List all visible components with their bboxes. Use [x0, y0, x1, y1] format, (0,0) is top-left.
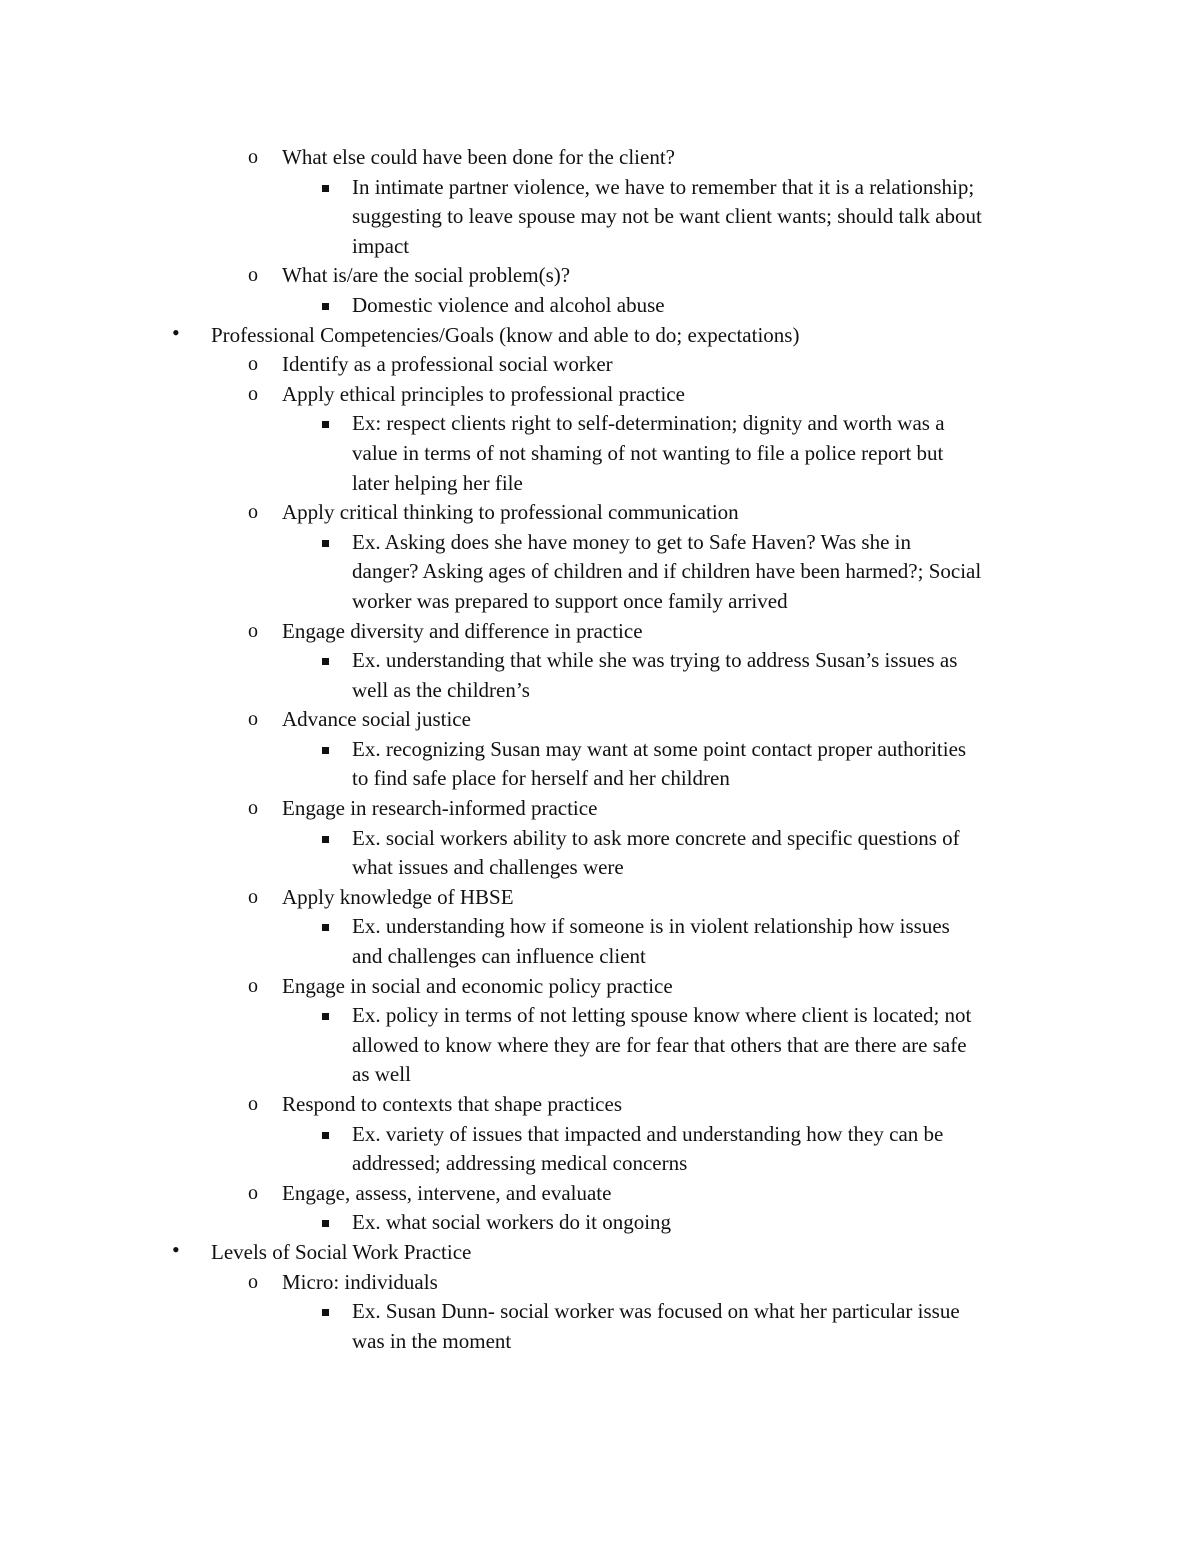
circle-bullet-marker: o	[248, 708, 258, 731]
circle-bullet-marker: o	[248, 619, 258, 642]
outline-text: Ex. understanding that while she was trying to address Susan’s issues as	[352, 648, 958, 673]
outline-item-level2	[0, 1179, 1200, 1209]
outline-item-level3	[0, 439, 1200, 469]
circle-bullet-marker: o	[248, 501, 258, 524]
outline-text: What else could have been done for the client?	[282, 145, 675, 169]
outline-text: addressed; addressing medical concerns	[352, 1151, 688, 1176]
outline-text: Ex. social workers ability to ask more concrete and specific questions of	[352, 825, 960, 850]
outline-item-level2	[0, 972, 1200, 1002]
outline-text: Respond to contexts that shape practices	[282, 1092, 622, 1116]
outline-item-level3	[0, 587, 1200, 617]
outline-text: Engage diversity and difference in practice	[282, 618, 643, 643]
outline-item-level3	[0, 557, 1200, 587]
square-bullet-icon	[322, 836, 329, 843]
outline-text: impact	[352, 233, 410, 258]
outline-item-level2	[0, 883, 1200, 913]
outline-item-level3	[0, 1149, 1200, 1179]
outline-text: Professional Competencies/Goals (know and able to do; expectations)	[211, 322, 800, 347]
outline-text: later helping her file	[352, 470, 523, 495]
outline-text: Ex. what social workers do it ongoing	[352, 1210, 672, 1235]
outline-item-level3	[0, 676, 1200, 706]
circle-bullet-marker: o	[248, 1270, 258, 1293]
circle-bullet-marker: o	[248, 797, 258, 820]
outline-text: Ex: respect clients right to self-determination; dignity and worth was a	[352, 411, 945, 436]
outline-item-level3	[0, 291, 1200, 321]
outline-item-level3	[0, 912, 1200, 942]
square-bullet-icon	[322, 1220, 329, 1227]
outline-text: was in the moment	[352, 1328, 512, 1353]
outline-item-level3	[0, 409, 1200, 439]
outline-text: Engage in research-informed practice	[282, 796, 598, 821]
circle-bullet-marker: o	[248, 264, 258, 287]
outline-text: Domestic violence and alcohol abuse	[352, 292, 665, 317]
outline-text: to find safe place for herself and her children	[352, 766, 730, 791]
outline-item-level2	[0, 705, 1200, 735]
circle-bullet-marker: o	[248, 885, 258, 908]
circle-bullet-marker: o	[248, 382, 258, 405]
circle-bullet-marker: o	[248, 1093, 258, 1115]
outline-text: Apply ethical principles to professional practice	[282, 381, 685, 406]
outline-text: allowed to know where they are for fear that others that are there are safe	[352, 1032, 967, 1057]
outline-item-level2	[0, 794, 1200, 824]
square-bullet-icon	[322, 658, 329, 665]
outline-item-level3	[0, 853, 1200, 883]
outline-item-level3	[0, 469, 1200, 499]
outline-text: Engage in social and economic policy practice	[282, 973, 673, 998]
outline-list	[0, 143, 1200, 1356]
outline-item-level2	[0, 498, 1200, 528]
outline-text: Ex. recognizing Susan may want at some point contact proper authorities	[352, 736, 967, 761]
outline-text: suggesting to leave spouse may not be want client wants; should talk about	[352, 204, 982, 229]
outline-item-level3	[0, 1327, 1200, 1357]
outline-item-level3	[0, 1060, 1200, 1090]
outline-text: value in terms of not shaming of not wanting to file a police report but	[352, 440, 944, 465]
outline-text: Ex. policy in terms of not letting spouse know where client is located; not	[352, 1003, 972, 1028]
outline-text: Advance social justice	[282, 707, 471, 732]
outline-text: danger? Asking ages of children and if children have been harmed?; Social	[352, 559, 982, 584]
square-bullet-icon	[322, 303, 329, 310]
outline-text: What is/are the social problem(s)?	[282, 263, 571, 288]
outline-text: Engage, assess, intervene, and evaluate	[282, 1180, 612, 1205]
outline-text: Apply knowledge of HBSE	[282, 884, 514, 909]
outline-text: well as the children’s	[352, 677, 530, 702]
outline-text: Micro: individuals	[282, 1269, 438, 1294]
square-bullet-icon	[322, 1132, 329, 1139]
outline-item-level1	[0, 321, 1200, 351]
outline-item-level3	[0, 202, 1200, 232]
outline-item-level3	[0, 764, 1200, 794]
outline-item-level2	[0, 143, 1200, 173]
outline-item-level1	[0, 1238, 1200, 1268]
outline-item-level2	[0, 617, 1200, 647]
outline-text: In intimate partner violence, we have to remember that it is a relationship;	[352, 174, 975, 199]
square-bullet-icon	[322, 185, 329, 192]
outline-text: Ex. variety of issues that impacted and understanding how they can be	[352, 1121, 944, 1146]
outline-item-level3	[0, 528, 1200, 558]
outline-item-level3	[0, 1031, 1200, 1061]
square-bullet-icon	[322, 1013, 329, 1020]
dot-bullet-marker: •	[172, 319, 180, 345]
outline-text: Ex. Asking does she have money to get to Safe Haven? Was she in	[352, 529, 911, 554]
square-bullet-icon	[322, 924, 329, 931]
outline-item-level3	[0, 1208, 1200, 1238]
outline-item-level2	[0, 350, 1200, 380]
outline-item-level3	[0, 735, 1200, 765]
outline-text: what issues and challenges were	[352, 855, 624, 880]
outline-text: Ex. Susan Dunn- social worker was focused on what her particular issue	[352, 1299, 960, 1324]
outline-item-level2	[0, 380, 1200, 410]
circle-bullet-marker: o	[248, 1181, 258, 1204]
square-bullet-icon	[322, 540, 329, 547]
outline-text: worker was prepared to support once family arrived	[352, 588, 788, 613]
circle-bullet-marker: o	[248, 353, 258, 376]
square-bullet-icon	[322, 1309, 329, 1316]
square-bullet-icon	[322, 421, 329, 428]
outline-item-level3	[0, 232, 1200, 262]
outline-text: Identify as a professional social worker	[282, 352, 613, 377]
outline-text: and challenges can influence client	[352, 944, 646, 969]
outline-item-level3	[0, 173, 1200, 203]
outline-item-level3	[0, 1120, 1200, 1150]
square-bullet-icon	[322, 747, 329, 754]
outline-item-level2	[0, 1268, 1200, 1298]
outline-item-level3	[0, 824, 1200, 854]
outline-text: as well	[352, 1062, 411, 1087]
outline-item-level2	[0, 261, 1200, 291]
outline-item-level3	[0, 646, 1200, 676]
circle-bullet-marker: o	[248, 974, 258, 997]
outline-item-level3	[0, 942, 1200, 972]
dot-bullet-marker: •	[172, 1236, 180, 1262]
outline-text: Apply critical thinking to professional communication	[282, 500, 739, 525]
outline-item-level3	[0, 1001, 1200, 1031]
outline-item-level3	[0, 1297, 1200, 1327]
outline-item-level2	[0, 1090, 1200, 1120]
circle-bullet-marker: o	[248, 146, 258, 168]
outline-text: Levels of Social Work Practice	[211, 1239, 472, 1264]
outline-text: Ex. understanding how if someone is in violent relationship how issues	[352, 914, 950, 939]
